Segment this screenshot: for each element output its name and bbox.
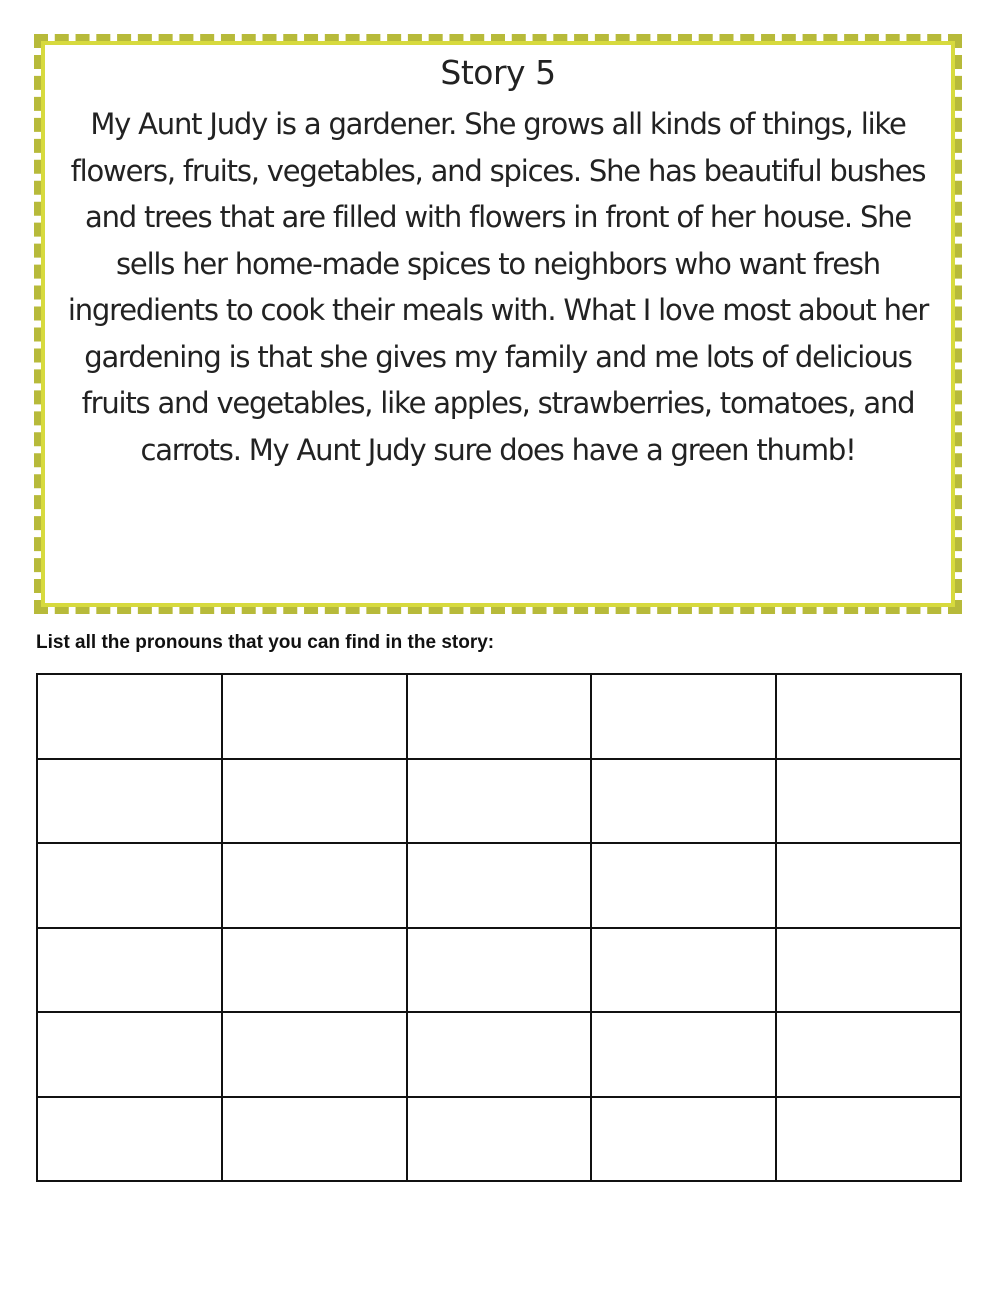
answer-cell[interactable] [37,674,222,759]
answer-cell[interactable] [37,1097,222,1182]
grid-row [37,1012,961,1097]
answer-cell[interactable] [407,928,592,1013]
grid-row [37,759,961,844]
answer-cell[interactable] [591,674,776,759]
story-card [34,34,962,614]
answer-cell[interactable] [776,1097,961,1182]
answer-cell[interactable] [591,759,776,844]
answer-cell[interactable] [407,1097,592,1182]
answer-cell[interactable] [407,843,592,928]
answer-cell[interactable] [222,1012,407,1097]
answer-cell[interactable] [222,928,407,1013]
answer-cell[interactable] [776,674,961,759]
grid-row [37,674,961,759]
answer-cell[interactable] [776,759,961,844]
answer-cell[interactable] [776,843,961,928]
pronoun-answer-grid [36,673,962,1182]
story-text: My Aunt Judy is a gardener. She grows all kinds of things, like flowers, fruits, vegetables, and spices. She has beautiful bushes and trees that are filled with flowers in front of her house. She sells her home-made spices to neighbors who want fresh ingredients to cook their meals with. What I love most about her gardening is that she gives my family and me lots of delicious fruits and vegetables, like apples, strawberries, tomatoes, and carrots. My Aunt Judy sure does have a green thumb! [67,107,929,467]
answer-cell[interactable] [407,674,592,759]
answer-cell[interactable] [222,759,407,844]
answer-cell[interactable] [37,759,222,844]
answer-cell[interactable] [37,843,222,928]
answer-cell[interactable] [776,1012,961,1097]
answer-cell[interactable] [222,843,407,928]
story-title: Story 5 [440,53,556,92]
answer-cell[interactable] [591,1097,776,1182]
answer-cell[interactable] [222,674,407,759]
answer-cell[interactable] [591,1012,776,1097]
answer-cell[interactable] [222,1097,407,1182]
answer-cell[interactable] [776,928,961,1013]
grid-row [37,843,961,928]
worksheet-instruction: List all the pronouns that you can find in the story: [36,632,495,653]
answer-cell[interactable] [407,759,592,844]
answer-cell[interactable] [407,1012,592,1097]
grid-row [37,1097,961,1182]
grid-row [37,928,961,1013]
answer-cell[interactable] [591,928,776,1013]
answer-cell[interactable] [37,928,222,1013]
answer-cell[interactable] [591,843,776,928]
answer-cell[interactable] [37,1012,222,1097]
